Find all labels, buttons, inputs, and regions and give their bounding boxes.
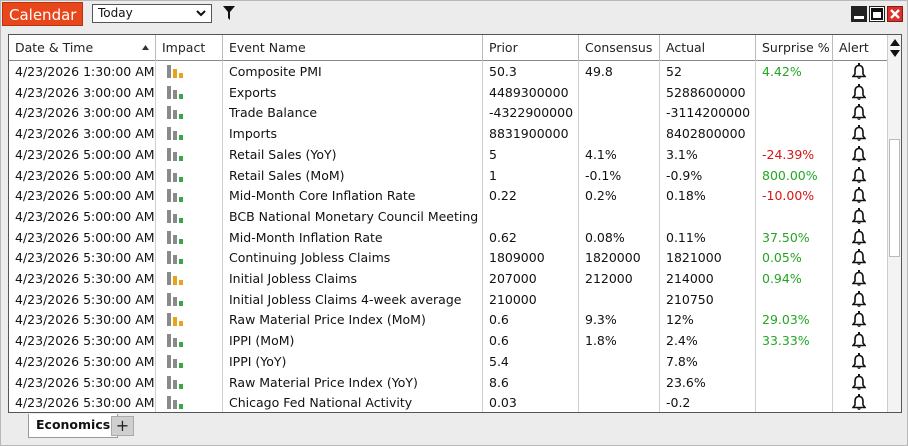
cell-consensus [579,82,660,103]
cell-alert[interactable] [833,61,887,82]
table-row[interactable] [9,144,887,165]
bell-icon[interactable] [852,291,866,308]
cell-datetime: 4/23/2026 5:30:00 AM [9,372,156,393]
cell-impact [156,289,223,310]
cell-impact [156,144,223,165]
cell-impact [156,330,223,351]
date-range-value: Today [98,6,133,20]
cell-consensus: 49.8 [579,61,660,82]
cell-event: Retail Sales (MoM) [223,165,483,186]
column-header-label: Event Name [229,40,306,55]
cell-surprise: 800.00% [756,165,833,186]
cell-actual: 7.8% [660,351,756,372]
impact-bars-icon [167,148,185,161]
table-row[interactable] [9,330,887,351]
column-header-label: Date & Time [15,40,94,55]
cell-datetime: 4/23/2026 5:00:00 AM [9,144,156,165]
cell-surprise [756,372,833,393]
table-row[interactable] [9,102,887,123]
bell-icon[interactable] [852,374,866,391]
bell-icon[interactable] [852,353,866,370]
cell-event: Chicago Fed National Activity [223,392,483,413]
impact-bars-icon [167,313,185,326]
cell-surprise: 4.42% [756,61,833,82]
cell-prior: -4322900000 [483,102,579,123]
scroll-up-icon[interactable] [890,39,900,46]
title-bar [1,1,907,27]
close-button[interactable] [887,6,903,22]
cell-consensus [579,372,660,393]
cell-impact [156,247,223,268]
cell-prior: 210000 [483,289,579,310]
minimize-button[interactable] [851,6,867,22]
cell-event: Initial Jobless Claims 4-week average [223,289,483,310]
cell-alert[interactable] [833,82,887,103]
cell-surprise [756,289,833,310]
column-header-label: Surprise % [762,40,830,55]
column-header-label: Impact [162,40,206,55]
cell-actual: 0.18% [660,185,756,206]
cell-alert[interactable] [833,144,887,165]
table-row[interactable] [9,392,887,413]
cell-datetime: 4/23/2026 5:00:00 AM [9,206,156,227]
cell-impact [156,309,223,330]
cell-alert[interactable] [833,227,887,248]
bell-icon[interactable] [852,249,866,266]
impact-bars-icon [167,376,185,389]
cell-surprise: 29.03% [756,309,833,330]
column-header-datetime[interactable] [9,35,156,61]
bell-icon[interactable] [852,270,866,287]
cell-alert[interactable] [833,392,887,413]
cell-surprise [756,351,833,372]
cell-datetime: 4/23/2026 5:30:00 AM [9,309,156,330]
cell-prior: 0.6 [483,309,579,330]
bell-icon[interactable] [852,63,866,80]
cell-actual: 3.1% [660,144,756,165]
cell-event: IPPI (YoY) [223,351,483,372]
cell-consensus: 1.8% [579,330,660,351]
cell-surprise [756,206,833,227]
cell-impact [156,372,223,393]
impact-bars-icon [167,106,185,119]
cell-consensus [579,123,660,144]
table-row[interactable] [9,61,887,82]
cell-event: Initial Jobless Claims [223,268,483,289]
cell-datetime: 4/23/2026 5:30:00 AM [9,289,156,310]
cell-datetime: 4/23/2026 3:00:00 AM [9,123,156,144]
cell-actual: 23.6% [660,372,756,393]
cell-surprise [756,123,833,144]
cell-datetime: 4/23/2026 3:00:00 AM [9,102,156,123]
cell-prior: 1 [483,165,579,186]
cell-prior: 5.4 [483,351,579,372]
column-header-label: Consensus [585,40,653,55]
table-row[interactable] [9,206,887,227]
cell-prior [483,206,579,227]
cell-prior: 0.62 [483,227,579,248]
cell-alert[interactable] [833,123,887,144]
cell-event: Raw Material Price Index (MoM) [223,309,483,330]
table-row[interactable] [9,372,887,393]
cell-datetime: 4/23/2026 3:00:00 AM [9,82,156,103]
cell-alert[interactable] [833,165,887,186]
cell-alert[interactable] [833,247,887,268]
close-icon [888,7,902,21]
cell-prior: 0.22 [483,185,579,206]
cell-impact [156,82,223,103]
bell-icon[interactable] [852,208,866,225]
impact-bars-icon [167,65,185,78]
cell-consensus: 0.2% [579,185,660,206]
cell-event: BCB National Monetary Council Meeting [223,206,483,227]
cell-alert[interactable] [833,268,887,289]
events-grid [8,34,902,413]
cell-consensus [579,206,660,227]
column-header-label: Alert [839,40,869,55]
bell-icon[interactable] [852,167,866,184]
cell-prior: 5 [483,144,579,165]
impact-bars-icon [167,189,185,202]
table-row[interactable] [9,309,887,330]
bell-icon[interactable] [852,187,866,204]
cell-prior: 4489300000 [483,82,579,103]
cell-actual: 5288600000 [660,82,756,103]
column-header-actual[interactable] [660,35,756,61]
cell-event: Retail Sales (YoY) [223,144,483,165]
cell-datetime: 4/23/2026 5:00:00 AM [9,165,156,186]
bell-icon[interactable] [852,394,866,411]
cell-event: Mid-Month Inflation Rate [223,227,483,248]
cell-datetime: 4/23/2026 5:00:00 AM [9,185,156,206]
cell-impact [156,165,223,186]
cell-surprise: -10.00% [756,185,833,206]
column-header-prior[interactable] [483,35,579,61]
cell-consensus: 9.3% [579,309,660,330]
cell-surprise: 0.05% [756,247,833,268]
cell-datetime: 4/23/2026 5:30:00 AM [9,330,156,351]
cell-prior: 8.6 [483,372,579,393]
maximize-icon [870,7,884,21]
bell-icon[interactable] [852,104,866,121]
table-row[interactable] [9,268,887,289]
cell-consensus: 1820000 [579,247,660,268]
table-row[interactable] [9,289,887,310]
impact-bars-icon [167,127,185,140]
column-header-label: Actual [666,40,706,55]
cell-impact [156,268,223,289]
cell-alert[interactable] [833,351,887,372]
impact-bars-icon [167,396,185,409]
impact-bars-icon [167,334,185,347]
cell-impact [156,351,223,372]
cell-actual: 0.11% [660,227,756,248]
bell-icon[interactable] [852,125,866,142]
cell-event: IPPI (MoM) [223,330,483,351]
cell-actual: 52 [660,61,756,82]
cell-prior: 1809000 [483,247,579,268]
bell-icon[interactable] [852,311,866,328]
cell-consensus: 0.08% [579,227,660,248]
cell-surprise: 0.94% [756,268,833,289]
bell-icon[interactable] [852,332,866,349]
column-header-label: Prior [489,40,518,55]
add-tab-button[interactable]: + [111,416,134,436]
table-row[interactable] [9,165,887,186]
bell-icon[interactable] [852,146,866,163]
cell-impact [156,61,223,82]
cell-prior: 207000 [483,268,579,289]
cell-surprise: 33.33% [756,330,833,351]
cell-actual: -0.2 [660,392,756,413]
impact-bars-icon [167,251,185,264]
cell-datetime: 4/23/2026 5:30:00 AM [9,351,156,372]
cell-event: Mid-Month Core Inflation Rate [223,185,483,206]
cell-consensus [579,392,660,413]
cell-alert[interactable] [833,185,887,206]
cell-alert[interactable] [833,372,887,393]
bell-icon[interactable] [852,229,866,246]
cell-surprise [756,102,833,123]
sort-ascending-icon [142,45,149,50]
cell-actual: -0.9% [660,165,756,186]
tab-economics[interactable] [28,414,118,438]
table-row[interactable] [9,351,887,372]
cell-alert[interactable] [833,289,887,310]
cell-event: Raw Material Price Index (YoY) [223,372,483,393]
cell-impact [156,123,223,144]
app-title: Calendar [2,2,83,26]
tab-label: Economics [36,417,111,432]
cell-prior: 0.03 [483,392,579,413]
maximize-button[interactable] [869,6,885,22]
cell-event: Composite PMI [223,61,483,82]
cell-datetime: 4/23/2026 5:00:00 AM [9,227,156,248]
cell-actual: 2.4% [660,330,756,351]
cell-event: Trade Balance [223,102,483,123]
cell-impact [156,392,223,413]
cell-prior: 0.6 [483,330,579,351]
cell-actual: 1821000 [660,247,756,268]
cell-alert[interactable] [833,330,887,351]
cell-datetime: 4/23/2026 5:30:00 AM [9,392,156,413]
table-row[interactable] [9,227,887,248]
cell-consensus: -0.1% [579,165,660,186]
column-header-event[interactable] [223,35,483,61]
bell-icon[interactable] [852,84,866,101]
table-row[interactable] [9,82,887,103]
cell-alert[interactable] [833,206,887,227]
cell-event: Exports [223,82,483,103]
cell-datetime: 4/23/2026 5:30:00 AM [9,247,156,268]
filter-icon[interactable] [222,5,236,21]
impact-bars-icon [167,293,185,306]
cell-consensus: 4.1% [579,144,660,165]
cell-impact [156,185,223,206]
chevron-down-icon [195,7,207,19]
cell-surprise [756,392,833,413]
table-row[interactable] [9,185,887,206]
cell-consensus [579,102,660,123]
cell-actual: 12% [660,309,756,330]
cell-actual: -3114200000 [660,102,756,123]
cell-consensus [579,351,660,372]
impact-bars-icon [167,86,185,99]
column-header-consensus[interactable] [579,35,660,61]
impact-bars-icon [167,169,185,182]
cell-impact [156,102,223,123]
cell-impact [156,206,223,227]
cell-surprise: -24.39% [756,144,833,165]
cell-event: Imports [223,123,483,144]
impact-bars-icon [167,272,185,285]
column-header-alert[interactable] [833,35,887,61]
cell-actual: 8402800000 [660,123,756,144]
column-header-surprise[interactable] [756,35,833,61]
scroll-thumb[interactable] [889,139,900,257]
cell-surprise: 37.50% [756,227,833,248]
impact-bars-icon [167,210,185,223]
cell-prior: 8831900000 [483,123,579,144]
date-range-select[interactable] [92,4,212,23]
cell-alert[interactable] [833,102,887,123]
grid-header [9,35,887,61]
cell-impact [156,227,223,248]
cell-actual [660,206,756,227]
column-header-impact[interactable] [156,35,223,61]
impact-bars-icon [167,355,185,368]
cell-actual: 210750 [660,289,756,310]
table-row[interactable] [9,247,887,268]
cell-datetime: 4/23/2026 5:30:00 AM [9,268,156,289]
vertical-scrollbar[interactable] [887,35,901,412]
cell-actual: 214000 [660,268,756,289]
scroll-down-icon[interactable] [890,50,900,57]
table-row[interactable] [9,123,887,144]
cell-consensus: 212000 [579,268,660,289]
cell-surprise [756,82,833,103]
impact-bars-icon [167,231,185,244]
cell-alert[interactable] [833,309,887,330]
cell-datetime: 4/23/2026 1:30:00 AM [9,61,156,82]
minimize-icon [852,7,866,21]
cell-event: Continuing Jobless Claims [223,247,483,268]
cell-prior: 50.3 [483,61,579,82]
cell-consensus [579,289,660,310]
